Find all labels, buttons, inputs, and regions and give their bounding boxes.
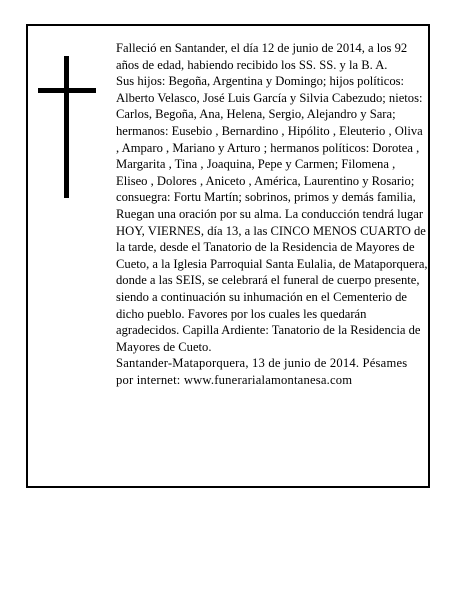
date-and-condolences: Santander-Mataporquera, 13 de junio de 2014. Pésames por internet: www.funerarialamontanesa.com — [116, 356, 408, 387]
obituary-text — [116, 40, 428, 388]
family-list: Sus hijos: Begoña, Argentina y Domingo; hijos políticos: Alberto Velasco, José Luis García y Silvia Cabezudo; nietos: Carlos, Begoña, Ana, Helena, Sergio, Alejandro y Sara; hermanos: Eusebio , Bernardino , Hipólito , Eleuterio , Oliva , Amparo , Mariano y Arturo ; hermanos políticos: Dorotea , Margarita , Tina , Joaquina, Pepe y Carmen; Filomena , Eliseo , Dolores , Aniceto , América, Laurentino y Rosario; consuegra: Fortu Martín; sobrinos, primos y demás familia, — [116, 74, 423, 205]
funeral-details: Ruegan una oración por su alma. La conducción tendrá lugar HOY, VIERNES, día 13, a las CINCO MENOS CUARTO de la tarde, desde el Tanatorio de la Residencia de Mayores de Cueto, a la Iglesia Parroquial Santa Eulalia, de Mataporquera, donde a las SEIS, se celebrará el funeral de cuerpo presente, siendo a continuación su inhumación en el Cementerio de dicho pueblo. Favores por los cuales les quedarán agradecidos. Capilla Ardiente: Tanatorio de la Residencia de Mayores de Cueto. — [116, 206, 428, 354]
obituary-notice — [26, 24, 430, 488]
cross-icon — [38, 56, 96, 198]
death-announcement: Falleció en Santander, el día 12 de junio de 2014, a los 92 años de edad, habiendo recibido los SS. SS. y la B. A. — [116, 41, 408, 72]
cross-vertical-bar — [64, 56, 69, 198]
cross-horizontal-bar — [38, 88, 96, 93]
